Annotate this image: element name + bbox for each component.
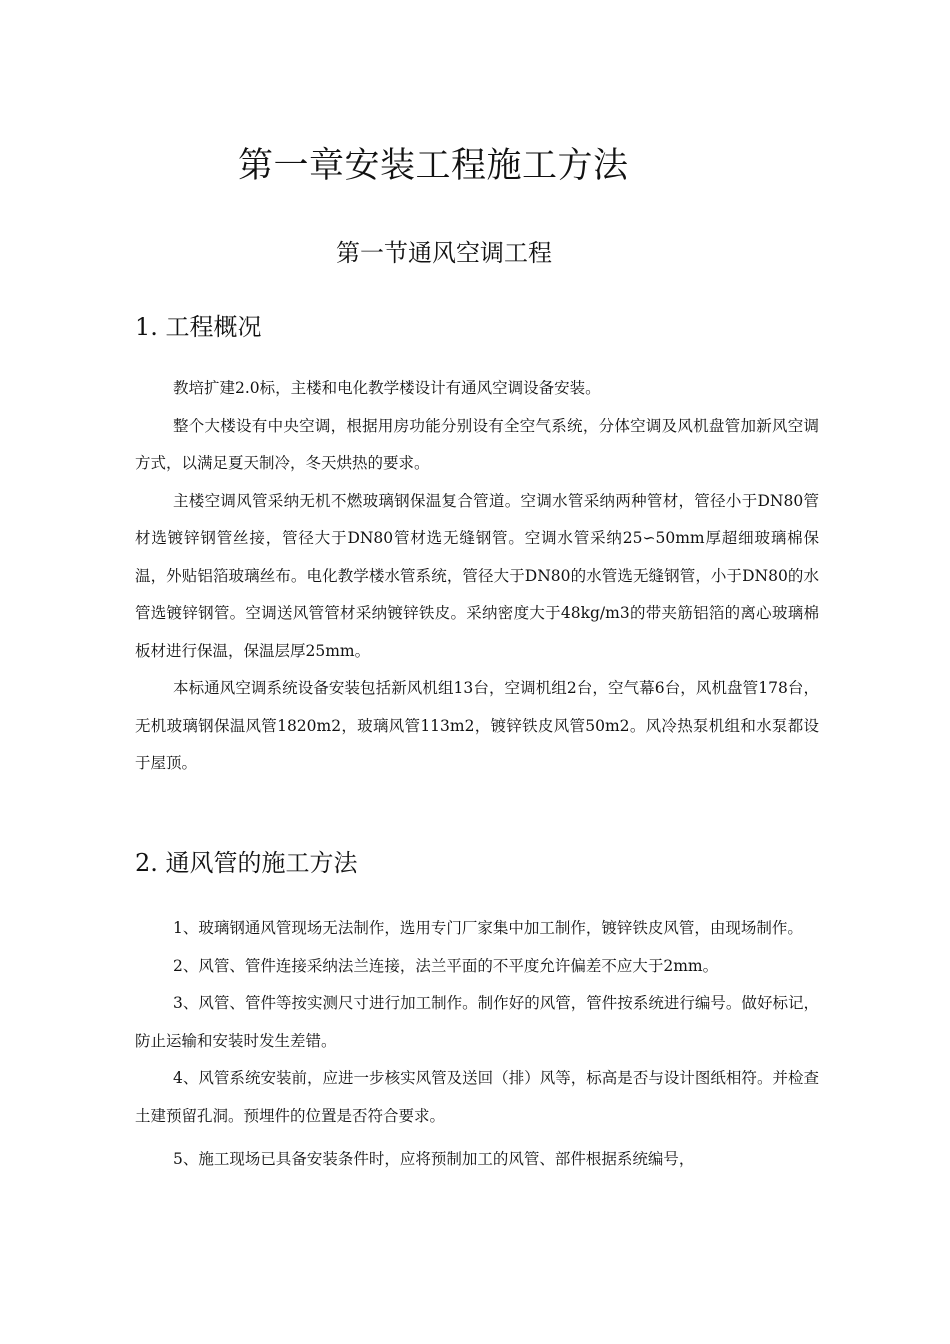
heading-duct-construction: 2. 通风管的施工方法 bbox=[135, 849, 358, 877]
paragraph: 1、玻璃钢通风管现场无法制作，选用专门厂家集中加工制作，镀锌铁皮风管，由现场制作。 bbox=[173, 919, 803, 937]
paragraph: 主楼空调风管采纳无机不燃玻璃钢保温复合管道。空调水管采纳两种管材，管径小于DN80管材选镀锌钢管丝接，管径大于DN80管材选无缝钢管。空调水管采纳25∽50mm厚超细玻璃棉保温，外贴铝箔玻璃丝布。电化教学楼水管系统，管径大于DN80的水管选无缝钢管，小于DN80的水管选镀锌钢管。空调送风管管材采纳镀锌铁皮。采纳密度大于48kg/m3的带夹筋铝箔的离心玻璃棉板材进行保温，保温层厚25mm。 bbox=[135, 491, 819, 660]
paragraph: 整个大楼设有中央空调，根据用房功能分别设有全空气系统，分体空调及风机盘管加新风空调方式，以满足夏天制冷，冬天烘热的要求。 bbox=[135, 416, 819, 472]
section-title: 第一节通风空调工程 bbox=[336, 239, 552, 267]
chapter-title: 第一章安装工程施工方法 bbox=[238, 146, 629, 186]
overview-body bbox=[135, 370, 819, 783]
heading-project-overview: 1. 工程概况 bbox=[135, 313, 262, 341]
duct-body bbox=[135, 910, 819, 1179]
paragraph: 教培扩建2.0标，主楼和电化教学楼设计有通风空调设备安装。 bbox=[173, 379, 601, 397]
paragraph: 3、风管、管件等按实测尺寸进行加工制作。制作好的风管，管件按系统进行编号。做好标记，防止运输和安装时发生差错。 bbox=[135, 994, 819, 1050]
paragraph: 2、风管、管件连接采纳法兰连接，法兰平面的不平度允许偏差不应大于2mm。 bbox=[173, 956, 719, 975]
paragraph: 5、施工现场已具备安装条件时，应将预制加工的风管、部件根据系统编号， bbox=[173, 1150, 695, 1168]
paragraph: 本标通风空调系统设备安装包括新风机组13台，空调机组2台，空气幕6台，风机盘管178台，无机玻璃钢保温风管1820m2，玻璃风管113m2，镀锌铁皮风管50m2。风冷热泵机组和水泵都设于屋顶。 bbox=[135, 679, 819, 772]
paragraph: 4、风管系统安装前，应进一步核实风管及送回（排）风等，标高是否与设计图纸相符。并检查土建预留孔洞。预埋件的位置是否符合要求。 bbox=[135, 1069, 819, 1125]
